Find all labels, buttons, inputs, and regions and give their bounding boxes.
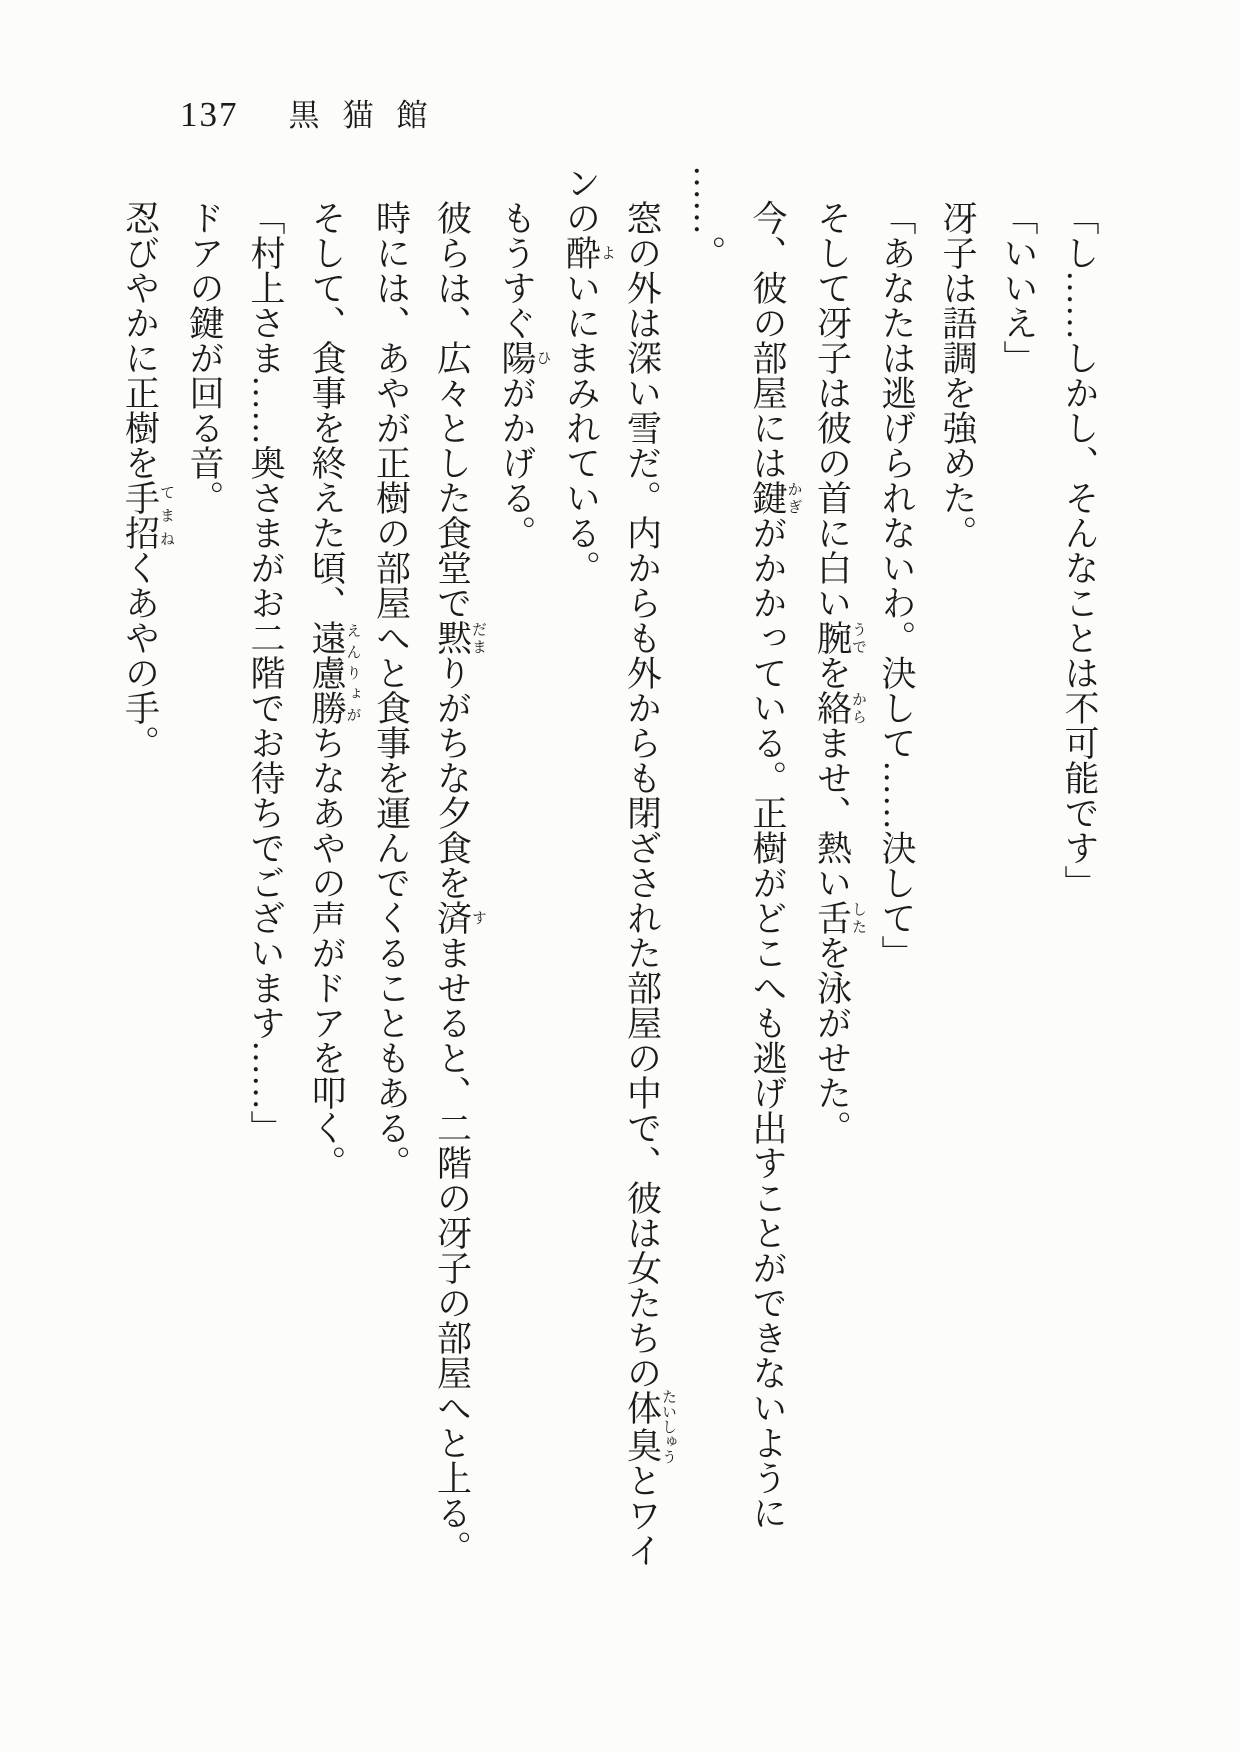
furigana-word: 済す (432, 900, 486, 935)
paragraph: 「いいえ」 (999, 200, 1038, 375)
book-title: 黒猫館 (288, 98, 451, 133)
paragraph: 「あなたは逃げられないわ。決して……決して」 (877, 200, 916, 970)
paragraph: 彼らは、広々とした食堂で黙だまりがちな夕食を済すませると、二階の冴子の部屋へと上る。 (432, 200, 486, 1565)
furigana-word: 舌した (812, 900, 866, 935)
paragraph: 窓の外は深い雪だ。内からも外からも閉ざされた部屋の中で、彼は女たちの体臭たいしゅうとワインの酔よいにまみれている。 (561, 165, 676, 1568)
furigana-word: 絡から (812, 690, 866, 725)
paragraph: そして冴子は彼の首に白い腕うでを絡からませ、熱い舌したを泳がせた。 (812, 200, 866, 1145)
page-number: 137 (180, 95, 239, 134)
furigana-word: 酔よ (561, 235, 615, 270)
paragraph: ドアの鍵が回る音。 (185, 200, 224, 515)
body-text (110, 165, 1111, 1573)
furigana-word: 黙だま (432, 620, 486, 655)
paragraph: 時には、あやが正樹の部屋へと食事を運んでくることもある。 (371, 200, 411, 1180)
furigana-word: 体臭たいしゅう (622, 1388, 676, 1464)
paragraph: 忍びやかに正樹を手招てまねくあやの手。 (120, 200, 174, 760)
furigana-word: 遠慮勝えんりょが (307, 620, 361, 725)
paragraph: そして、食事を終えた頃、遠慮勝えんりょがちなあやの声がドアを叩く。 (307, 200, 361, 1180)
running-head (180, 90, 451, 135)
paragraph: 「し……しかし、そんなことは不可能です」 (1060, 200, 1099, 900)
furigana-word: 腕うで (812, 620, 866, 655)
furigana-word: 陽ひ (497, 340, 551, 375)
paragraph: 冴子は語調を強めた。 (938, 200, 977, 550)
paragraph: もうすぐ陽ひがかげる。 (497, 200, 551, 550)
paragraph: 「村上さま……奥さまがお二階でお待ちでございます……」 (246, 200, 285, 1145)
paragraph: 今、彼の部屋には鍵かぎがかかっている。正樹がどこへも逃げ出すことができないように ……。 (687, 165, 802, 1530)
furigana-word: 手招てまね (120, 480, 174, 550)
furigana-word: 鍵かぎ (748, 480, 802, 515)
